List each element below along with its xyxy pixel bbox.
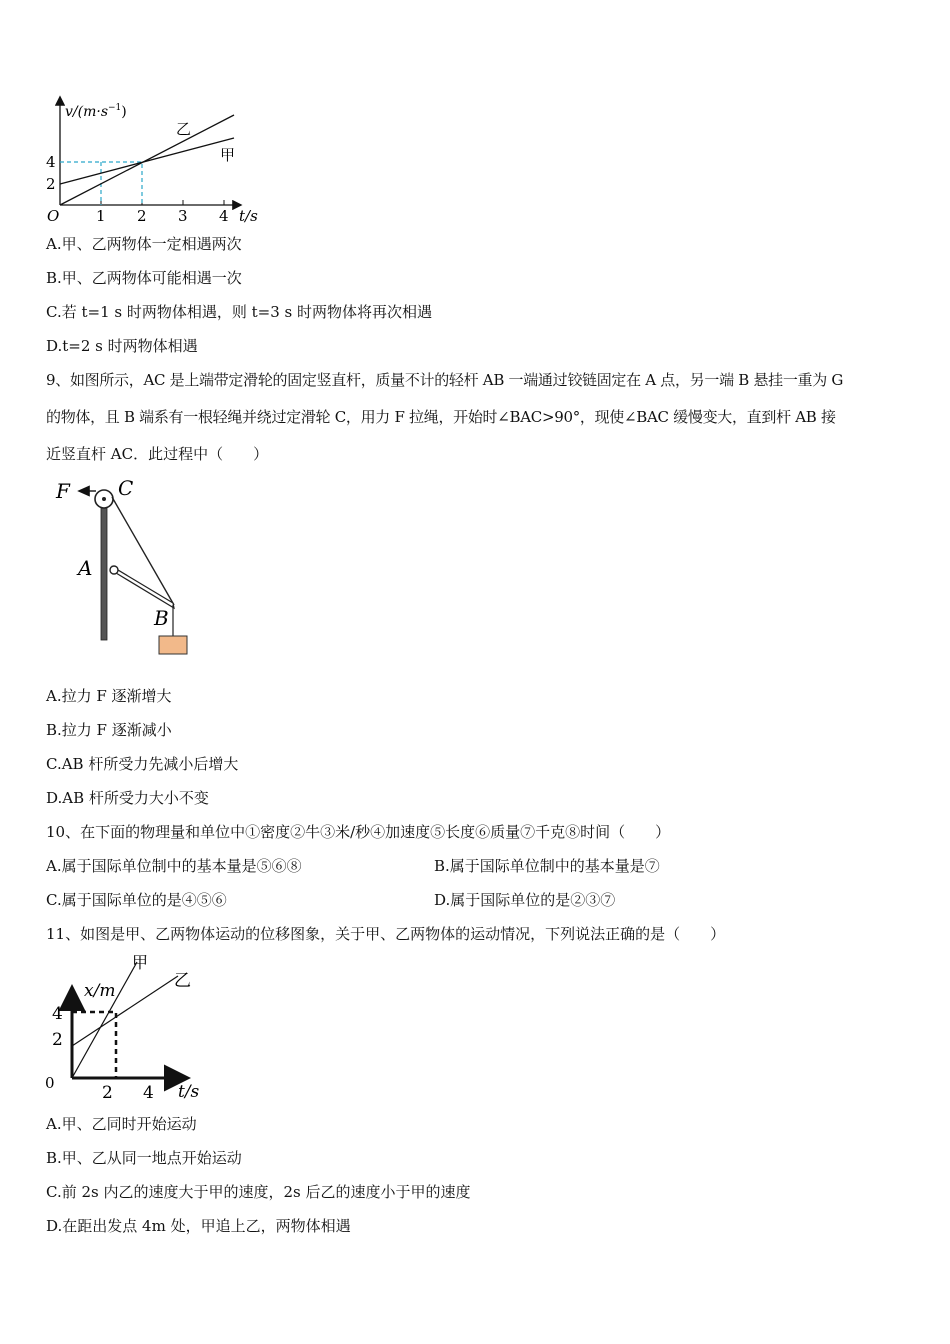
q11-xtick-4: 4 [143, 1083, 154, 1102]
q8-ytick-2: 2 [46, 175, 56, 193]
q8-option-b[interactable]: B.甲、乙两物体可能相遇一次 [46, 269, 242, 287]
q11-option-a[interactable]: A.甲、乙同时开始运动 [46, 1115, 197, 1133]
q11-xtick-2: 2 [102, 1083, 113, 1102]
q8-xtick-4: 4 [219, 207, 229, 225]
q11-label-yi: 乙 [174, 971, 191, 991]
q10-option-b[interactable]: B.属于国际单位制中的基本量是⑦ [434, 857, 660, 875]
q11-ylabel: x/m [84, 981, 116, 1001]
q8-ylabel: $v/(m\cdot s^{-1})$ [65, 103, 127, 120]
q8-velocity-time-graph [40, 92, 270, 227]
q8-option-c[interactable]: C.若 t=1 s 时两物体相遇，则 t=3 s 时两物体将再次相遇 [46, 303, 432, 321]
q11-option-c[interactable]: C.前 2s 内乙的速度大于甲的速度，2s 后乙的速度小于甲的速度 [46, 1183, 471, 1201]
q9-weight-block [159, 636, 187, 654]
q11-ytick-4: 4 [52, 1004, 63, 1024]
q11-option-b[interactable]: B.甲、乙从同一地点开始运动 [46, 1149, 242, 1167]
q11-origin-label: 0 [45, 1074, 55, 1092]
q10-option-c[interactable]: C.属于国际单位的是④⑤⑥ [46, 891, 227, 909]
q11-ytick-2: 2 [52, 1030, 63, 1050]
q9-label-f: F [56, 479, 70, 503]
q9-stem-line-1: 9、如图所示，AC 是上端带定滑轮的固定竖直杆，质量不计的轻杆 AB 一端通过铰链固定在 A 点，另一端 B 悬挂一重为 G [46, 371, 844, 389]
q8-xlabel: t/s [239, 207, 258, 225]
q8-label-yi: 乙 [176, 120, 192, 138]
q9-pulley-axle [102, 497, 106, 501]
q9-rod-ab [113, 567, 174, 608]
q8-option-a[interactable]: A.甲、乙两物体一定相遇两次 [46, 235, 242, 253]
q8-x-ticks [101, 200, 224, 205]
q8-origin-label: O [47, 207, 60, 225]
q10-option-a[interactable]: A.属于国际单位制中的基本量是⑤⑥⑧ [46, 857, 302, 875]
q11-stem: 11、如图是甲、乙两物体运动的位移图象，关于甲、乙两物体的运动情况，下列说法正确的是（ ） [46, 925, 726, 943]
q11-xlabel: t/s [178, 1082, 200, 1102]
q8-option-d[interactable]: D.t=2 s 时两物体相遇 [46, 337, 198, 355]
q9-hinge-a [110, 566, 118, 574]
q8-xtick-1: 1 [96, 207, 106, 225]
q9-pulley-rod-figure [50, 475, 210, 665]
q8-line-yi [60, 115, 234, 205]
q9-stem-line-2: 的物体，且 B 端系有一根轻绳并绕过定滑轮 C，用力 F 拉绳，开始时∠BAC>90°，现使∠BAC 缓慢变大，直到杆 AB 接 [46, 408, 836, 426]
q11-displacement-time-graph [40, 952, 220, 1102]
q11-option-d[interactable]: D.在距出发点 4m 处，甲追上乙，两物体相遇 [46, 1217, 351, 1235]
q9-option-d[interactable]: D.AB 杆所受力大小不变 [46, 789, 209, 807]
q9-label-b: B [154, 606, 169, 630]
q9-vertical-rod [101, 497, 107, 640]
q9-option-a[interactable]: A.拉力 F 逐渐增大 [46, 687, 172, 705]
q8-xtick-3: 3 [178, 207, 188, 225]
q11-label-jia: 甲 [132, 953, 149, 972]
q9-option-b[interactable]: B.拉力 F 逐渐减小 [46, 721, 172, 739]
q8-xtick-2: 2 [137, 207, 147, 225]
q9-label-a: A [78, 556, 93, 580]
q10-stem: 10、在下面的物理量和单位中①密度②牛③米/秒④加速度⑤长度⑥质量⑦千克⑧时间（ ） [46, 823, 671, 841]
q10-option-d[interactable]: D.属于国际单位的是②③⑦ [434, 891, 616, 909]
q8-ytick-4: 4 [46, 153, 56, 171]
q9-stem-line-3: 近竖直杆 AC．此过程中（ ） [46, 445, 269, 463]
q11-line-jia [72, 962, 137, 1078]
q8-label-jia: 甲 [220, 146, 236, 164]
q8-line-jia [60, 138, 234, 184]
q9-option-c[interactable]: C.AB 杆所受力先减小后增大 [46, 755, 239, 773]
q9-label-c: C [118, 476, 134, 500]
